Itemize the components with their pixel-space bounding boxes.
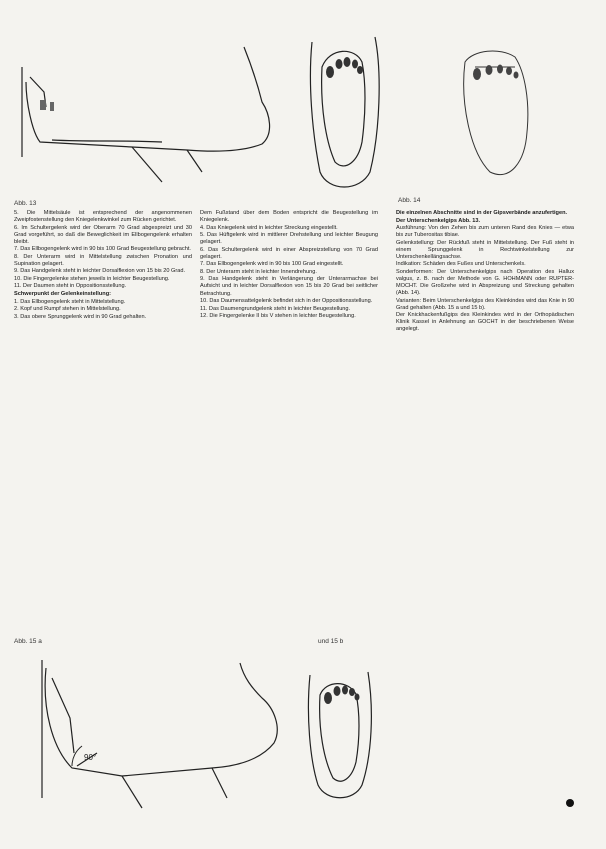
figure-15b-foot-sole xyxy=(300,660,380,810)
col1-para: 5. Die Mittelsäule ist entsprechend der angenommenen Zweipfostenstellung den Kniegelenkwinkel zum Rücken gerichtet. xyxy=(14,210,192,224)
col3-para: Der Knickhackenfußgips des Kleinkindes wird in der Orthopädischen Klinik Kassel in Anlehnung an GOCHT in der beschriebenen Weise angelegt. xyxy=(396,312,574,333)
page-marker-dot xyxy=(566,799,574,807)
col1-para: 11. Der Daumen steht in Oppositionsstellung. xyxy=(14,283,127,290)
col3-para: Gelenkstellung: Der Rückfuß steht in Mittelstellung. Der Fuß steht in einem Sprunggelenk in Rechtwinkelstellung zur Unterschenkellängsachse. xyxy=(396,239,574,260)
col1-heading: Schwerpunkt der Gelenkeinstellung: xyxy=(14,291,111,298)
col2-para: 4. Das Kniegelenk wird in leichter Streckung eingestellt. xyxy=(200,224,338,231)
col1-para: 7. Das Ellbogengelenk wird in 90 bis 100 Grad Beugestellung gebracht. xyxy=(14,246,191,253)
col3-para: Ausführung: Von den Zehen bis zum unteren Rand des Knies — etwa bis zur Tuberositas tibiae. xyxy=(396,225,574,239)
text-column-3 xyxy=(396,210,574,810)
figure-14-foot-outline xyxy=(445,42,545,182)
col1-para: 10. Die Fingergelenke stehen jeweils in leichter Beugestellung. xyxy=(14,275,170,282)
caption-fig-15a: Abb. 15 a xyxy=(14,638,42,645)
col2-para: 9. Das Handgelenk steht in Verlängerung der Unterarmachse bei Aufsicht und in leichter Dorsalflexion von 15 bis 20 Grad bei seitlicher Betrachtung. xyxy=(200,276,378,297)
col1-para: 8. Der Unterarm wird in Mittelstellung zwischen Pronation und Supination gelagert. xyxy=(14,253,192,267)
col1-para: 9. Das Handgelenk steht in leichter Dorsalflexion von 15 bis 20 Grad. xyxy=(14,268,186,275)
col1-para: 6. Im Schultergelenk wird der Oberarm 70 Grad abgespreizt und 30 Grad vorgeführt, so daß die Beweglichkeit im Ellbogengelenk erhalten bleibt. xyxy=(14,224,192,245)
col1-para: 2. Kopf und Rumpf stehen in Mittelstellung. xyxy=(14,306,121,313)
col3-para: Varianten: Beim Unterschenkelgips des Kleinkindes wird das Knie in 90 Grad gehalten (Abb. 15 a und 15 b). xyxy=(396,297,574,311)
col1-para: 1. Das Ellbogengelenk steht in Mittelstellung. xyxy=(14,298,126,305)
col2-para: 7. Das Ellbogengelenk wird in 90 bis 100 Grad eingestellt. xyxy=(200,261,344,268)
col3-heading: Die einzelnen Abschnitte sind in der Gipsverbände anzufertigen. xyxy=(396,210,568,216)
angle-label: 90° xyxy=(84,753,97,762)
col2-para: 10. Das Daumensattelgelenk befindet sich in der Oppositionsstellung. xyxy=(200,298,373,305)
caption-fig-14: Abb. 14 xyxy=(398,197,421,204)
col1-para: 3. Das obere Sprunggelenk wird in 90 Grad gehalten. xyxy=(14,313,147,320)
col2-para: Dem Fußstand über dem Boden entspricht die Beugestellung im Kniegelenk. xyxy=(200,210,378,224)
col2-para: 6. Das Schultergelenk wird in einer Abspreizstellung von 70 Grad gelagert. xyxy=(200,246,378,260)
figure-13-leg-cast-side xyxy=(12,22,292,190)
figure-14-foot-sole xyxy=(300,22,390,197)
col3-para: Indikation: Schäden des Fußes und Unterschenkels. xyxy=(396,261,526,268)
col2-para: 8. Der Unterarm steht in leichter Innendrehung. xyxy=(200,268,317,275)
col2-para: 12. Die Fingergelenke II bis V stehen in leichter Beugestellung. xyxy=(200,313,356,320)
caption-fig-13: Abb. 13 xyxy=(14,200,37,207)
col3-heading: Der Unterschenkelgips Abb. 13. xyxy=(396,217,481,224)
col3-para: Sonderformen: Der Unterschenkelgips nach Operation des Hallux valgus, z. B. nach der Methode von G. HOHMANN oder RUPTER-MOCHT. Die Großzehe wird in Abspreizung und Streckung gehalten (Abb. 14). xyxy=(396,268,574,297)
caption-fig-15b: und 15 b xyxy=(318,638,344,645)
col2-para: 11. Das Daumengrundgelenk steht in leichter Beugestellung. xyxy=(200,305,351,312)
text-column-2 xyxy=(200,210,378,605)
text-column-1 xyxy=(14,210,192,605)
figure-15a-leg-cast xyxy=(12,648,302,823)
col2-para: 5. Das Hüftgelenk wird in mittlerer Drehstellung und leichter Beugung gelagert. xyxy=(200,232,378,246)
